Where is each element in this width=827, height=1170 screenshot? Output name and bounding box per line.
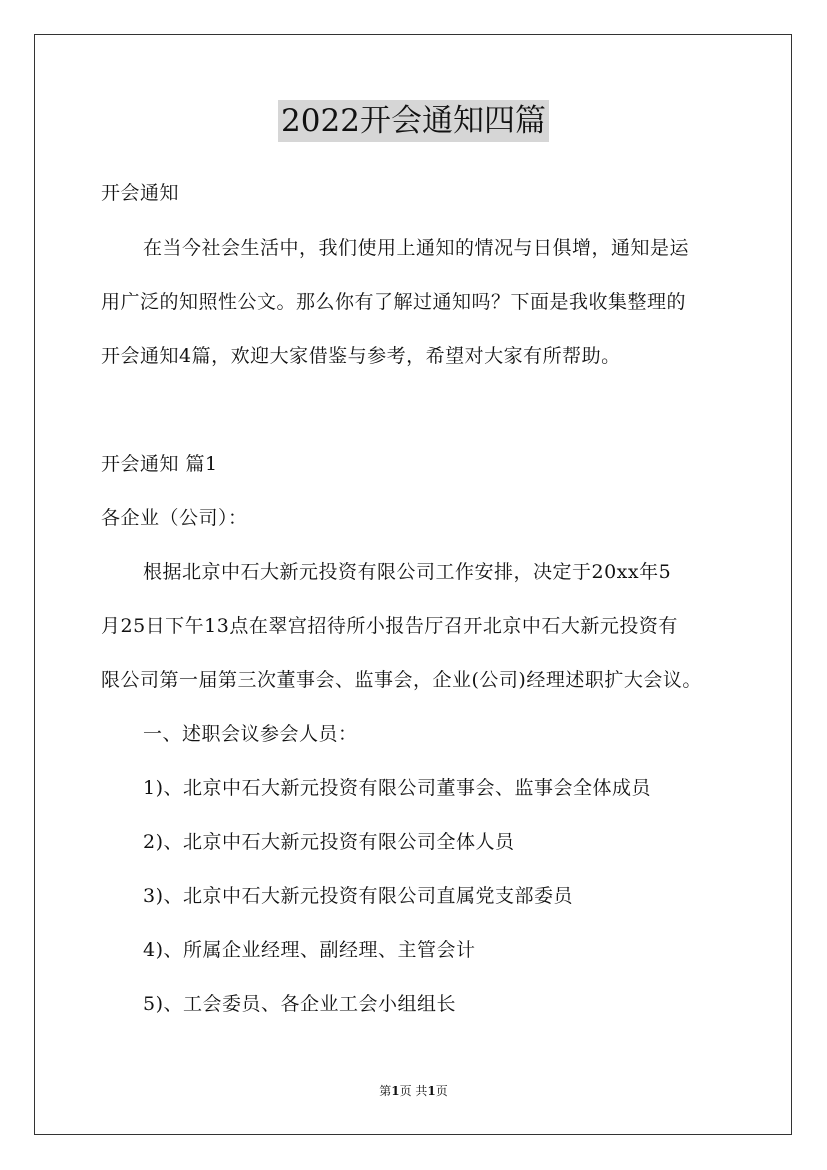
list-heading: 一、述职会议参会人员： xyxy=(143,723,358,745)
footer-suffix: 页 xyxy=(435,1084,448,1098)
page-footer xyxy=(0,1083,827,1099)
paragraph-line: 开会通知4篇，欢迎大家借鉴与参考，希望对大家有所帮助。 xyxy=(101,345,621,367)
list-item: 4)、所属企业经理、副经理、主管会计 xyxy=(143,939,476,961)
footer-prefix: 第 xyxy=(379,1084,392,1098)
section-heading: 开会通知 xyxy=(101,182,180,204)
title-container xyxy=(0,100,827,142)
section-heading: 开会通知 篇1 xyxy=(101,453,218,475)
footer-page-total: 1 xyxy=(427,1084,436,1098)
paragraph-line: 限公司第一届第三次董事会、监事会，企业(公司)经理述职扩大会议。 xyxy=(101,669,702,691)
salutation: 各企业（公司）： xyxy=(101,507,248,529)
footer-page-number: 1 xyxy=(391,1084,400,1098)
list-item: 1)、北京中石大新元投资有限公司董事会、监事会全体成员 xyxy=(143,777,652,799)
document-title: 2022开会通知四篇 xyxy=(278,100,549,142)
paragraph-line: 根据北京中石大新元投资有限公司工作安排，决定于20xx年5 xyxy=(143,561,672,583)
list-item: 2)、北京中石大新元投资有限公司全体人员 xyxy=(143,831,515,853)
paragraph-line: 在当今社会生活中，我们使用上通知的情况与日俱增，通知是运 xyxy=(143,237,690,259)
list-item: 3)、北京中石大新元投资有限公司直属党支部委员 xyxy=(143,885,574,907)
list-item: 5)、工会委员、各企业工会小组组长 xyxy=(143,993,457,1015)
paragraph-line: 月25日下午13点在翠宫招待所小报告厅召开北京中石大新元投资有 xyxy=(101,615,678,637)
footer-mid: 页 共 xyxy=(399,1084,428,1098)
paragraph-line: 用广泛的知照性公文。那么你有了解过通知吗？下面是我收集整理的 xyxy=(101,291,687,313)
